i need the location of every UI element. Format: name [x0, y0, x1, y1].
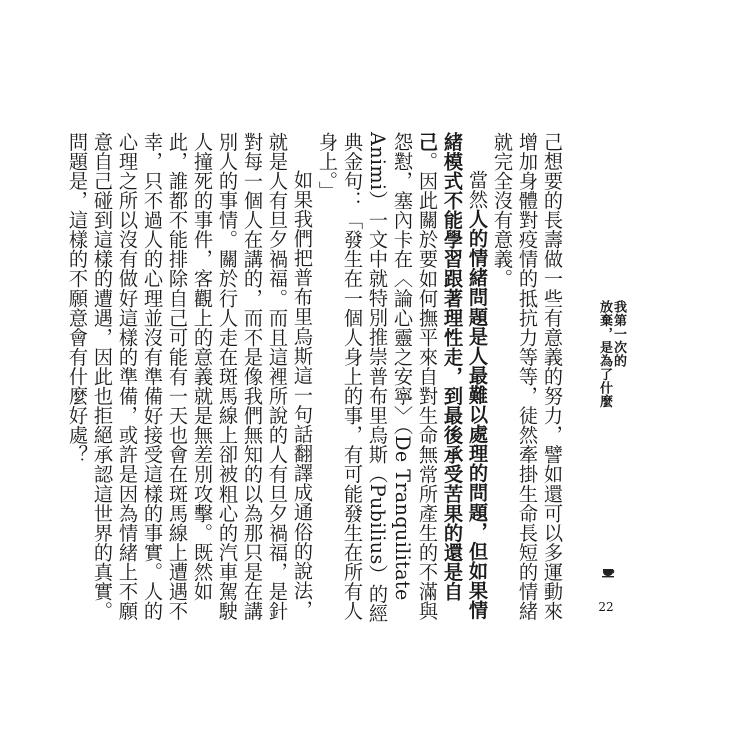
text-run: ）的經典金句：「發生在一個人身上的事，有可能發生在所有人身上。」	[316, 132, 389, 624]
running-title-line1: 我第一次的	[611, 300, 626, 368]
running-title-line2: 放棄，是為了什麼	[597, 300, 612, 408]
text-run: 。因此關於要如何撫平來自對生命無常所產生的不滿與怨懟，塞內卡在〈論心靈之安寧〉（	[391, 132, 439, 621]
paragraph	[65, 132, 315, 632]
running-title	[597, 300, 625, 408]
emphasized-text: 人的情緒問題是人最難以處理的問題，但如果情緒模式不能學習跟著理性走，到最後承受苦果的還是自己	[416, 132, 489, 621]
latin-title-text: De Tranquilitate Animi	[366, 132, 414, 601]
paragraph	[315, 132, 490, 632]
text-run: 如果我們把普布里烏斯這一句話翻譯成通俗的說法，就是人有旦夕禍福。而且這裡所說的人有旦夕禍福，是針對每一個人在講的，而不是像我們無知的以為那只是在講別人的事情。關於行人走在斑馬線上卻被粗心的汽車駕駛人撞死的事件，客觀上的意義就是無差別攻擊。既然如此，誰都不能排除自己可能有一天也會在斑馬線上遭遇不幸，只不過人的心理並沒有準備好接受這樣的事實。人的心理之所以沒有做好這樣的準備，或許是因為情緒上不願意自己碰到這樣的遭遇，因此也拒絕承認這世界的真實。問題是，這樣的不願意會有什麼好處？	[66, 132, 314, 621]
teacup-ornament-icon	[601, 566, 617, 578]
text-run: 己想要的長壽做一些有意義的努力，譬如還可以多運動來增加身體對疫情的抵抗力等等，徒然牽掛生命長短的情緒就完全沒有意義。	[491, 132, 564, 621]
paragraph	[490, 132, 565, 632]
body-text	[65, 132, 565, 632]
text-run: 當然	[466, 170, 489, 210]
text-run: ）一文中就特別推崇普布里烏斯（	[366, 190, 389, 484]
page-number: 22	[598, 600, 614, 614]
latin-title-text: Pubilius	[366, 483, 389, 565]
